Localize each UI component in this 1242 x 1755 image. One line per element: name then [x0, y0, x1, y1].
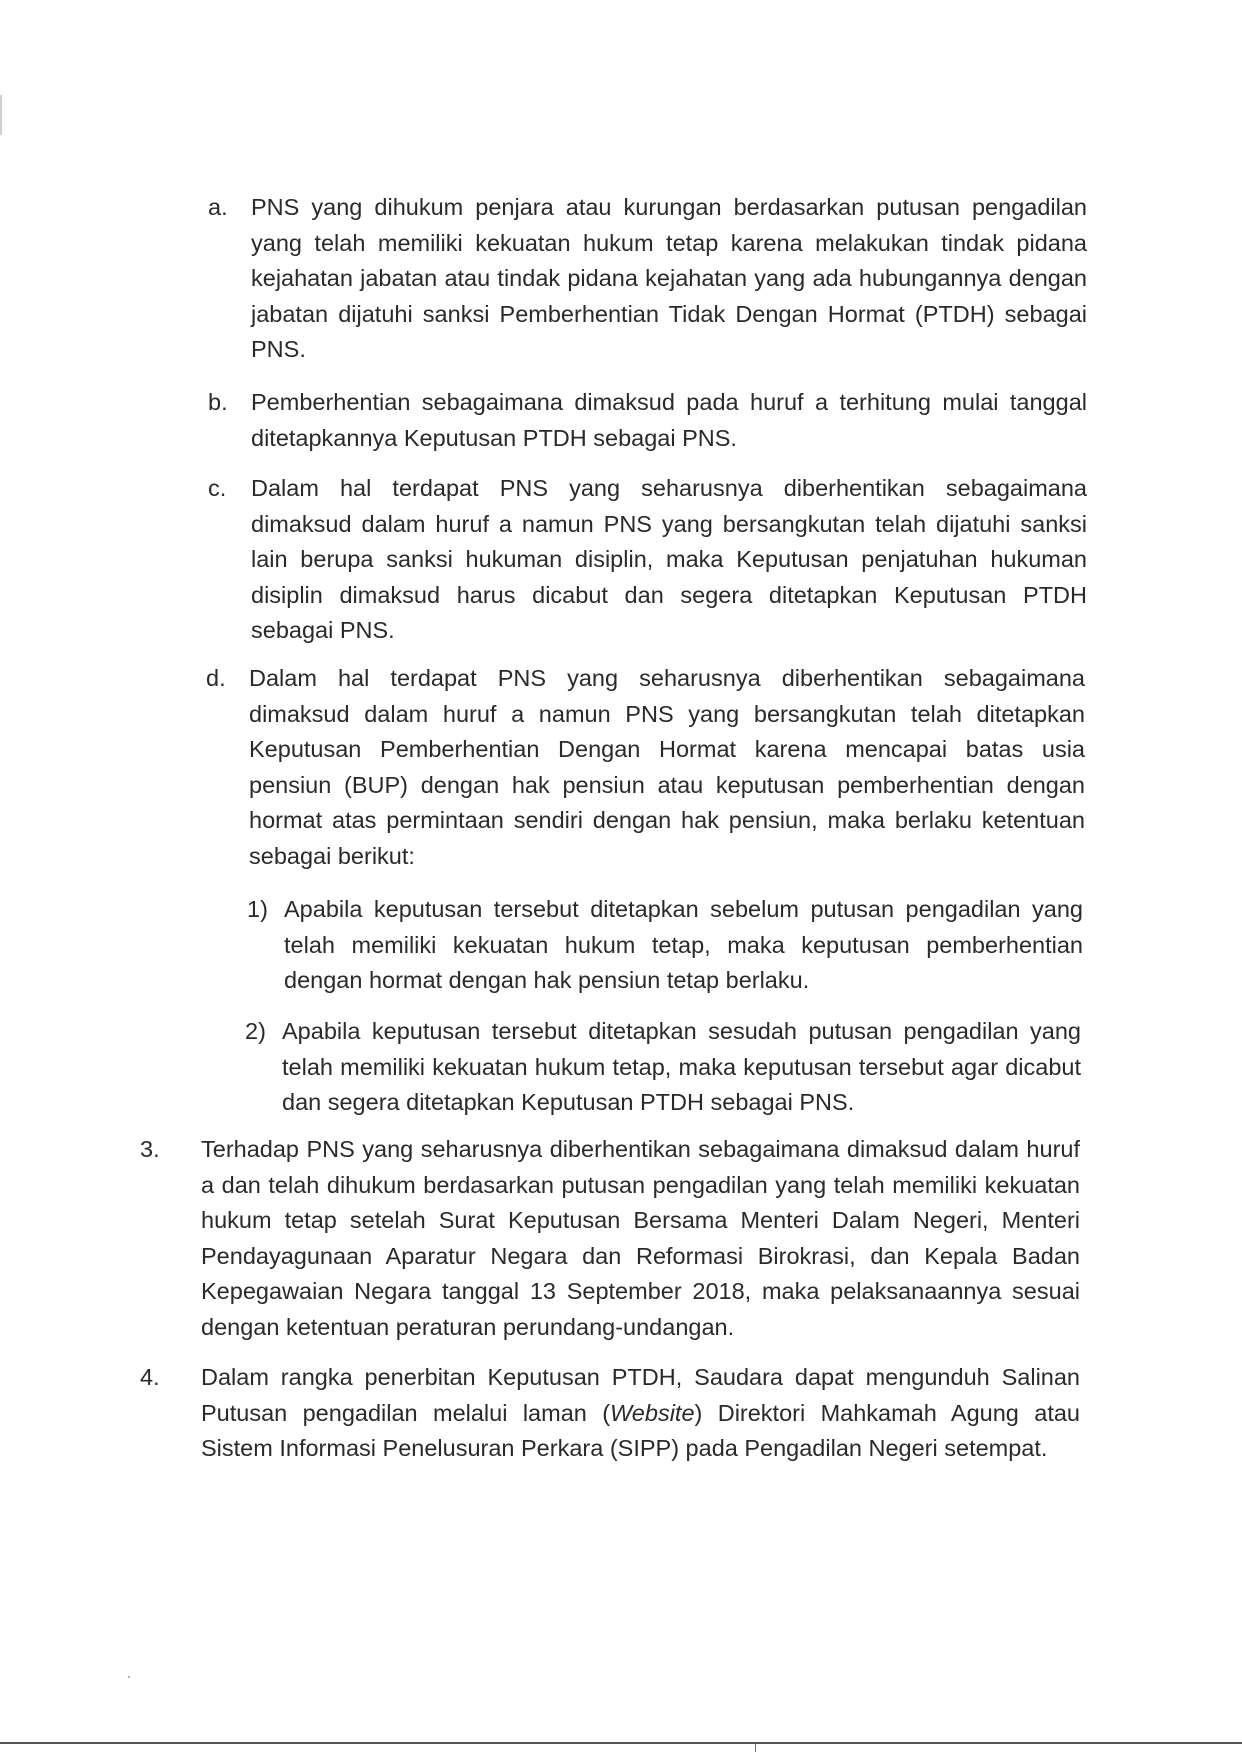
- paragraph-c: Dalam hal terdapat PNS yang seharusnya diberhentikan sebagaimana dimaksud dalam huruf a namun PNS yang bersangkutan telah dijatuhi sanksi lain berupa sanksi hukuman disiplin, maka Keputusan penjatuhan hukuman disiplin dimaksud harus dicabut dan segera ditetapkan Keputusan PTDH sebagai PNS.: [251, 475, 1087, 643]
- subitem-marker-1: 1): [247, 896, 268, 922]
- website-term: Website: [610, 1399, 695, 1426]
- footer-rule: [0, 1742, 1242, 1744]
- paragraph-4-text-after: ) Direktori Mahkamah Agung atau Sistem Informasi Penelusuran Perkara (SIPP) pada Pengadilan Negeri setempat.: [201, 1399, 1080, 1461]
- item-marker-4: 4.: [140, 1364, 160, 1390]
- footer-tick-mark: [755, 1744, 756, 1752]
- paragraph-a: PNS yang dihukum penjara atau kurungan berdasarkan putusan pengadilan yang telah memiliki kekuatan hukum tetap karena melakukan tindak pidana kejahatan jabatan atau tindak pidana kejahatan yang ada hubungannya dengan jabatan dijatuhi sanksi Pemberhentian Tidak Dengan Hormat (PTDH) sebagai PNS.: [251, 194, 1087, 362]
- subparagraph-1: Apabila keputusan tersebut ditetapkan sebelum putusan pengadilan yang telah memiliki kekuatan hukum tetap, maka keputusan pemberhentian dengan hormat dengan hak pensiun tetap berlaku.: [284, 896, 1083, 993]
- subitem-marker-2: 2): [245, 1018, 266, 1044]
- paragraph-b: Pemberhentian sebagaimana dimaksud pada huruf a terhitung mulai tanggal ditetapkannya Keputusan PTDH sebagai PNS.: [251, 389, 1087, 451]
- paragraph-4: [201, 1360, 1080, 1467]
- item-marker-d: d.: [206, 665, 226, 691]
- paragraph-4-text-before: Dalam rangka penerbitan Keputusan PTDH, Saudara dapat mengunduh Salinan Putusan pengadilan melalui laman (: [201, 1364, 1080, 1426]
- paragraph-3: Terhadap PNS yang seharusnya diberhentikan sebagaimana dimaksud dalam huruf a dan telah dihukum berdasarkan putusan pengadilan yang telah memiliki kekuatan hukum tetap setelah Surat Keputusan Bersama Menteri Dalam Negeri, Menteri Pendayagunaan Aparatur Negara dan Reformasi Birokrasi, dan Kepala Badan Kepegawaian Negara tanggal 13 September 2018, maka pelaksanaannya sesuai dengan ketentuan peraturan perundang-undangan.: [201, 1136, 1080, 1340]
- subparagraph-2: Apabila keputusan tersebut ditetapkan sesudah putusan pengadilan yang telah memiliki kekuatan hukum tetap, maka keputusan tersebut agar dicabut dan segera ditetapkan Keputusan PTDH sebagai PNS.: [282, 1018, 1081, 1115]
- paragraph-d: Dalam hal terdapat PNS yang seharusnya diberhentikan sebagaimana dimaksud dalam huruf a namun PNS yang bersangkutan telah ditetapkan Keputusan Pemberhentian Dengan Hormat karena mencapai batas usia pensiun (BUP) dengan hak pensiun atau keputusan pemberhentian dengan hormat atas permintaan sendiri dengan hak pensiun, maka berlaku ketentuan sebagai berikut:: [249, 665, 1085, 869]
- item-marker-3: 3.: [140, 1136, 160, 1162]
- item-marker-c: c.: [208, 475, 227, 501]
- scan-speck: [128, 1676, 130, 1678]
- scan-edge-mark: [0, 95, 2, 135]
- item-marker-b: b.: [208, 389, 228, 415]
- item-marker-a: a.: [208, 194, 228, 220]
